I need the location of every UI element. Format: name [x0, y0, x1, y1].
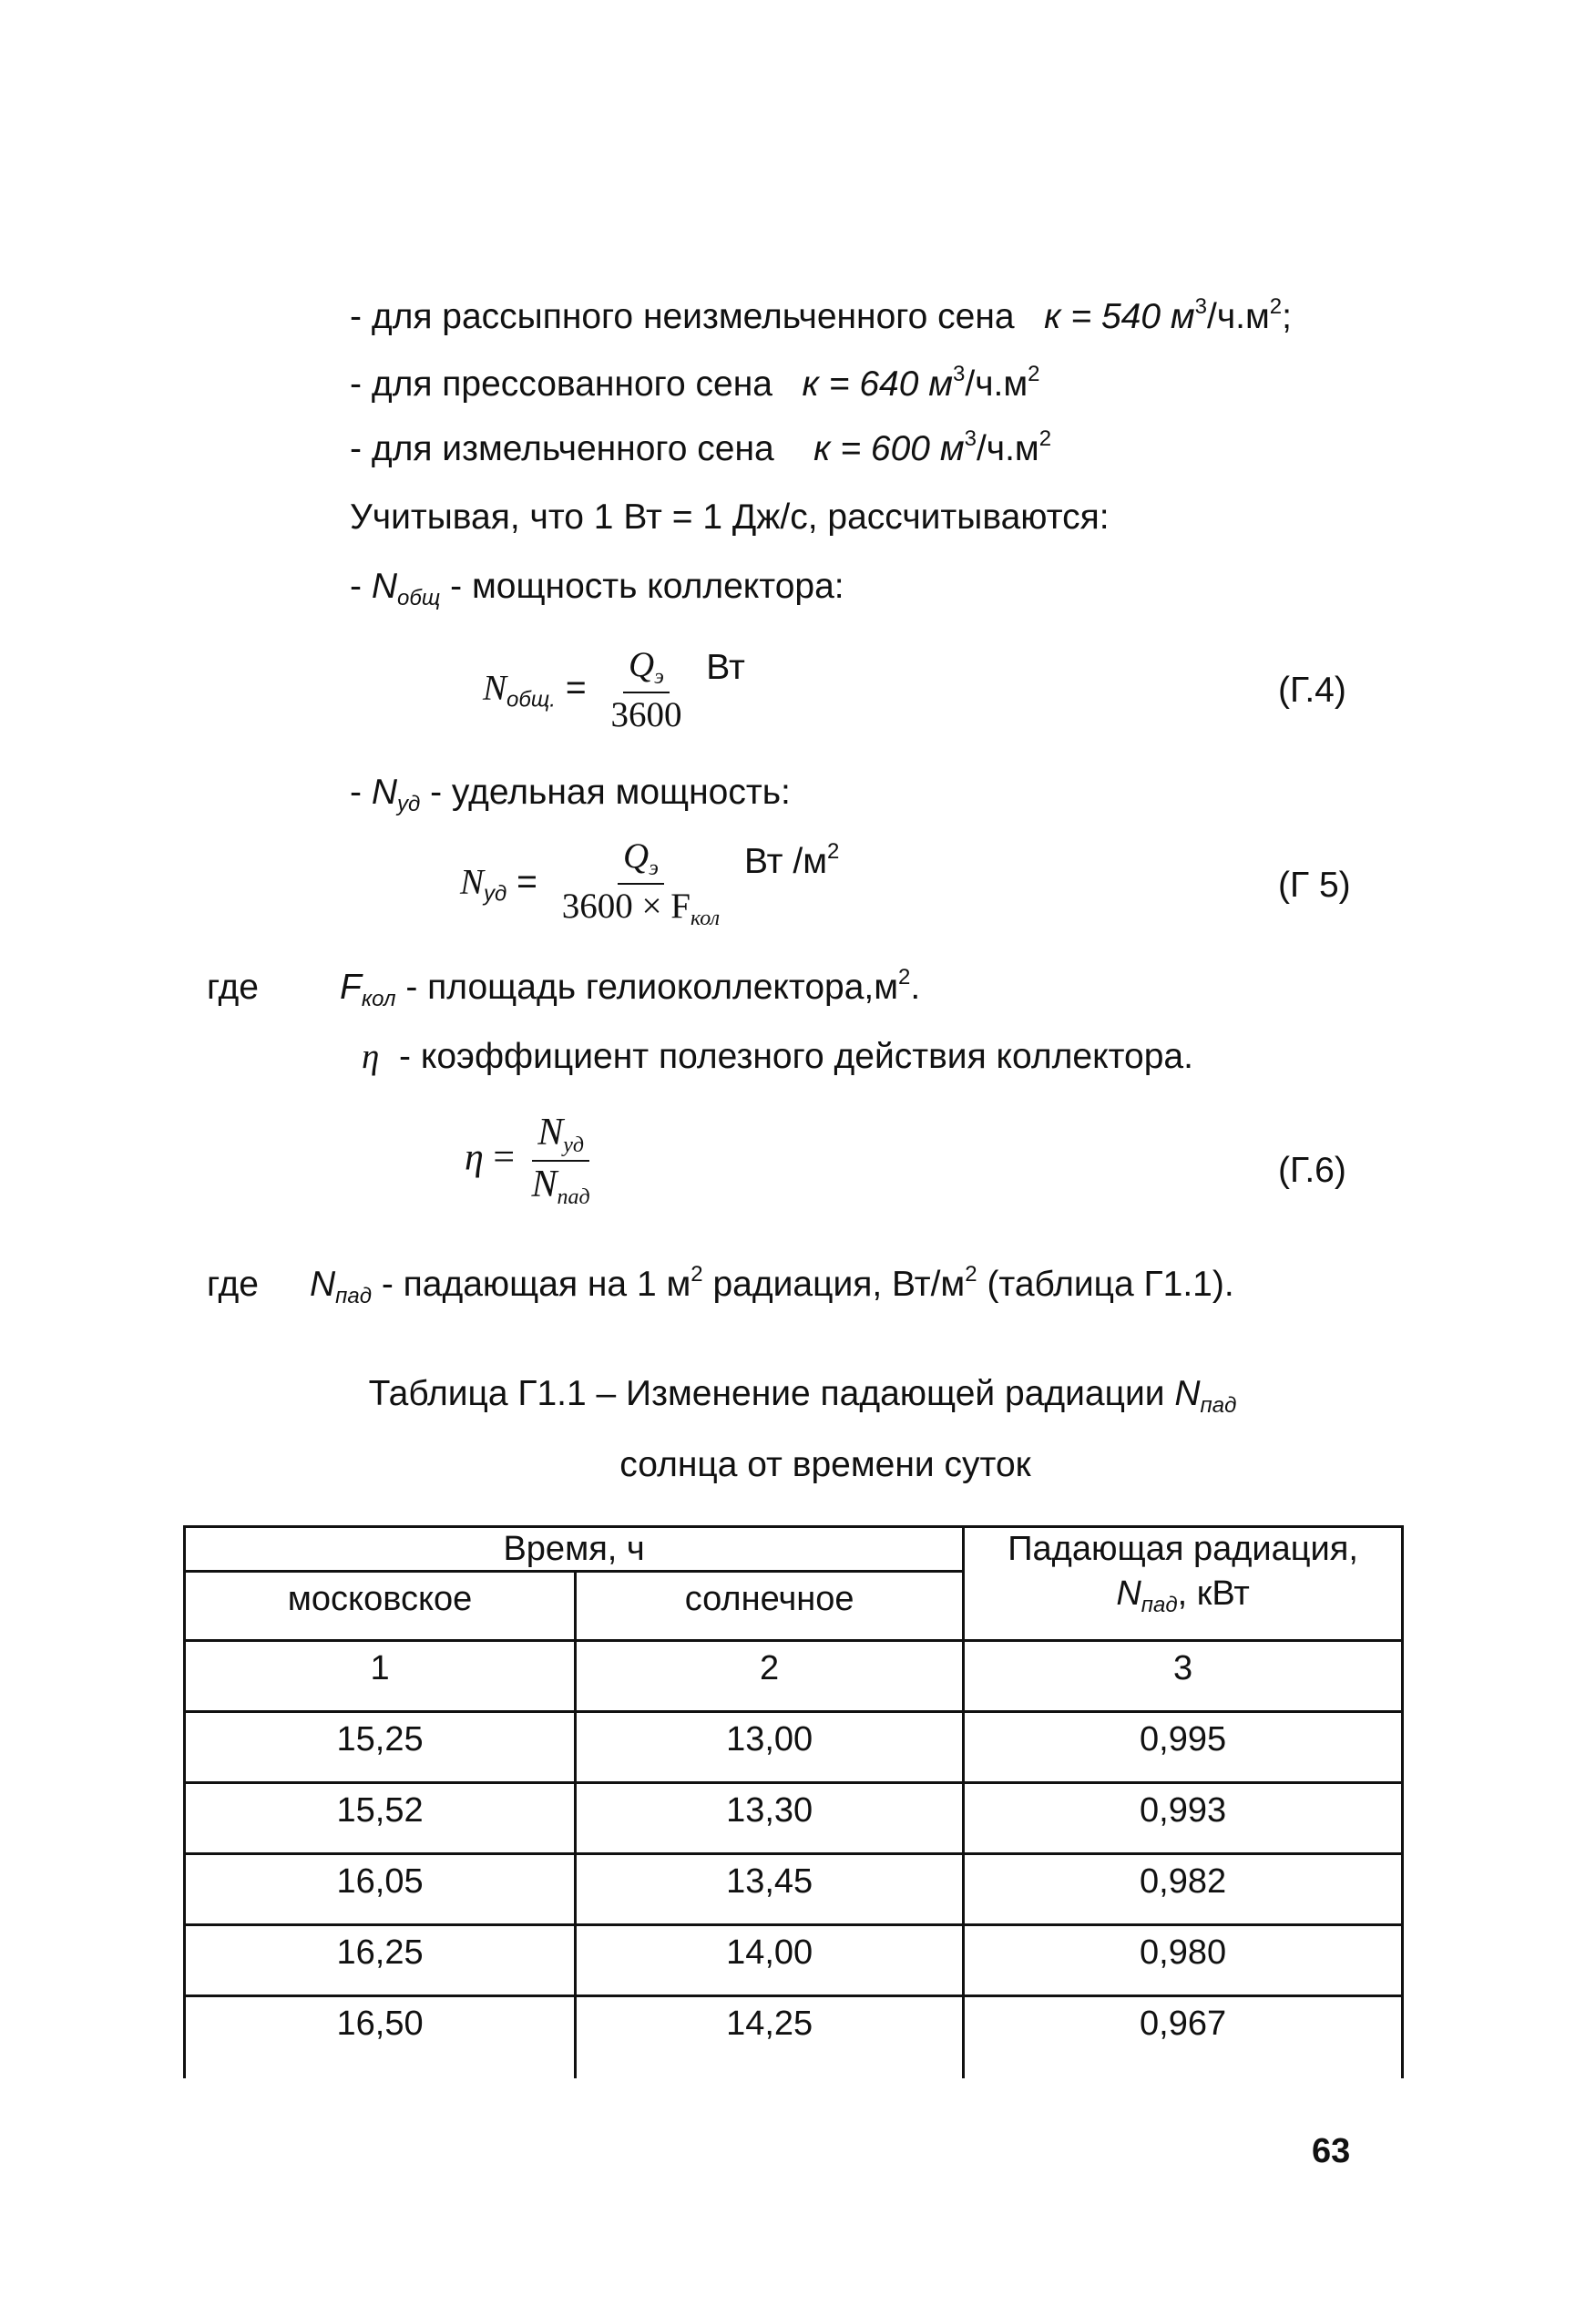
- sup: 2: [1028, 362, 1040, 386]
- text: - мощность коллектора:: [440, 567, 844, 606]
- unit: , кВт: [1177, 1574, 1250, 1613]
- text: - для рассыпного неизмельченного сена: [350, 297, 1015, 336]
- column-numbers-row: [185, 1641, 1403, 1712]
- text: - коэффициент полезного действия коллектора.: [379, 1037, 1193, 1076]
- table-row: [185, 1712, 1403, 1783]
- sup: 3: [964, 426, 977, 451]
- fraction: [605, 647, 687, 733]
- table-cell: 2: [576, 1641, 964, 1712]
- table-cell: 0,967: [964, 1996, 1403, 2079]
- fraction: [527, 1113, 596, 1208]
- table-cell: 14,00: [576, 1925, 964, 1996]
- eta-symbol: η: [465, 1136, 484, 1179]
- table-cell: 1: [185, 1641, 576, 1712]
- symbol: N: [483, 668, 507, 708]
- k-value: к = 640 м: [802, 364, 953, 404]
- k-value: к = 600 м: [813, 429, 965, 468]
- subscript: общ: [397, 586, 441, 610]
- unit: /ч.м: [965, 364, 1028, 404]
- punct: .: [910, 968, 921, 1007]
- symbol: N: [371, 567, 397, 606]
- sup: 3: [1194, 294, 1207, 319]
- table-cell: 0,980: [964, 1925, 1403, 1996]
- symbol: N: [371, 773, 397, 812]
- list-item-pressed-hay: [350, 362, 1040, 404]
- unit: [743, 839, 840, 882]
- eta-definition: [362, 1039, 1193, 1074]
- symbol: F: [340, 968, 362, 1007]
- equation-number: (Г.4): [1278, 671, 1346, 710]
- subscript: уд: [563, 1133, 584, 1157]
- list-item-loose-hay: [350, 294, 1292, 336]
- symbol: N: [531, 1164, 558, 1205]
- numerator: [623, 647, 670, 693]
- table-row: [185, 1925, 1403, 1996]
- f-collector-definition: [340, 965, 921, 1011]
- formula-g6: [465, 1113, 598, 1208]
- header-radiation: [964, 1527, 1403, 1641]
- subscript: пад: [1200, 1393, 1237, 1418]
- table-cell: 13,00: [576, 1712, 964, 1783]
- table-cell: 0,982: [964, 1854, 1403, 1925]
- table-cell: 0,993: [964, 1783, 1403, 1854]
- subscript: пад: [1141, 1593, 1178, 1617]
- symbol: Q: [623, 836, 650, 876]
- fraction: [557, 838, 725, 929]
- unit: Вт: [706, 648, 745, 688]
- subscript: кол: [690, 907, 721, 930]
- formula-g4: [483, 647, 745, 733]
- denominator: 3600: [610, 695, 682, 734]
- header-time: Время, ч: [185, 1527, 964, 1572]
- sup: 3: [953, 362, 966, 386]
- page-number: 63: [1312, 2132, 1351, 2170]
- radiation-table: [183, 1525, 1404, 2078]
- table-cell: 15,52: [185, 1783, 576, 1854]
- unit: /ч.м: [976, 429, 1039, 468]
- n-incident-definition: [310, 1262, 1234, 1308]
- equals: =: [565, 668, 587, 708]
- denominator: [557, 885, 725, 929]
- text: - площадь гелиоколлектора,м: [395, 968, 899, 1007]
- symbol: N: [310, 1265, 336, 1304]
- equals: =: [517, 862, 537, 902]
- punct: ;: [1282, 297, 1292, 336]
- equals: =: [493, 1136, 516, 1179]
- table-cell: 0,995: [964, 1712, 1403, 1783]
- table-caption: [0, 1376, 1596, 1417]
- unit-text: Вт /м: [743, 842, 828, 882]
- symbol: N: [460, 862, 485, 902]
- equation-number: (Г.6): [1278, 1151, 1346, 1190]
- table-cell: 16,50: [185, 1996, 576, 2079]
- subscript: уд: [484, 881, 507, 907]
- table-row: [185, 1996, 1403, 2079]
- symbol: Q: [629, 645, 655, 684]
- sup: 2: [827, 839, 840, 865]
- table-cell: 13,45: [576, 1854, 964, 1925]
- text: радиация, Вт/м: [702, 1265, 966, 1304]
- denominator: [527, 1162, 596, 1208]
- table-cell: 15,25: [185, 1712, 576, 1783]
- sup: 2: [1038, 426, 1052, 451]
- sup: 2: [1269, 294, 1283, 319]
- subscript: пад: [335, 1284, 372, 1308]
- symbol: N: [1174, 1374, 1201, 1413]
- dash: -: [350, 773, 372, 812]
- symbol: N: [537, 1112, 564, 1154]
- text: - удельная мощность:: [420, 773, 791, 812]
- paragraph-text: Учитывая, что 1 Вт = 1 Дж/с, рассчитываются:: [350, 497, 1110, 537]
- sup: 2: [691, 1262, 703, 1287]
- unit: /ч.м: [1206, 297, 1270, 336]
- subscript: кол: [361, 987, 396, 1011]
- n-total-definition: [350, 569, 844, 610]
- table-cell: 16,05: [185, 1854, 576, 1925]
- dash: -: [350, 567, 372, 606]
- numerator: [532, 1113, 589, 1162]
- equation-number: (Г 5): [1278, 866, 1351, 905]
- where-label: где: [207, 968, 259, 1007]
- sup: 2: [965, 1262, 977, 1287]
- table-cell: 13,30: [576, 1783, 964, 1854]
- formula-g5: [460, 838, 839, 929]
- sup: 2: [898, 965, 911, 990]
- n-specific-definition: [350, 774, 791, 815]
- subscript: общ.: [506, 687, 556, 713]
- caption-text: Таблица Г1.1 – Изменение падающей радиации: [368, 1374, 1175, 1413]
- subscript: пад: [557, 1185, 590, 1209]
- subscript: э: [649, 856, 659, 880]
- text: - для измельченного сена: [350, 429, 774, 468]
- where-label: где: [207, 1265, 259, 1304]
- subscript: э: [654, 665, 664, 689]
- table-row: [185, 1783, 1403, 1854]
- header-solar: солнечное: [576, 1572, 964, 1641]
- k-value: к = 540 м: [1044, 297, 1195, 336]
- text: - падающая на 1 м: [372, 1265, 691, 1304]
- table-cell: 16,25: [185, 1925, 576, 1996]
- text: - для прессованного сена: [350, 364, 772, 404]
- denominator-text: 3600 × F: [561, 887, 691, 926]
- numerator: [618, 838, 664, 885]
- subscript: уд: [397, 792, 421, 816]
- table-cell: 14,25: [576, 1996, 964, 2079]
- text: (таблица Г1.1).: [977, 1265, 1234, 1304]
- symbol: N: [1116, 1574, 1141, 1613]
- header-radiation-label: Падающая радиация,: [1008, 1530, 1358, 1568]
- header-moscow: московское: [185, 1572, 576, 1641]
- eta-symbol: η: [362, 1037, 380, 1076]
- table-cell: 3: [964, 1641, 1403, 1712]
- table-row: [185, 1854, 1403, 1925]
- table-caption-line2: солнца от времени суток: [619, 1445, 1031, 1484]
- header-radiation-unit: [966, 1574, 1400, 1618]
- list-item-chopped-hay: [350, 426, 1052, 468]
